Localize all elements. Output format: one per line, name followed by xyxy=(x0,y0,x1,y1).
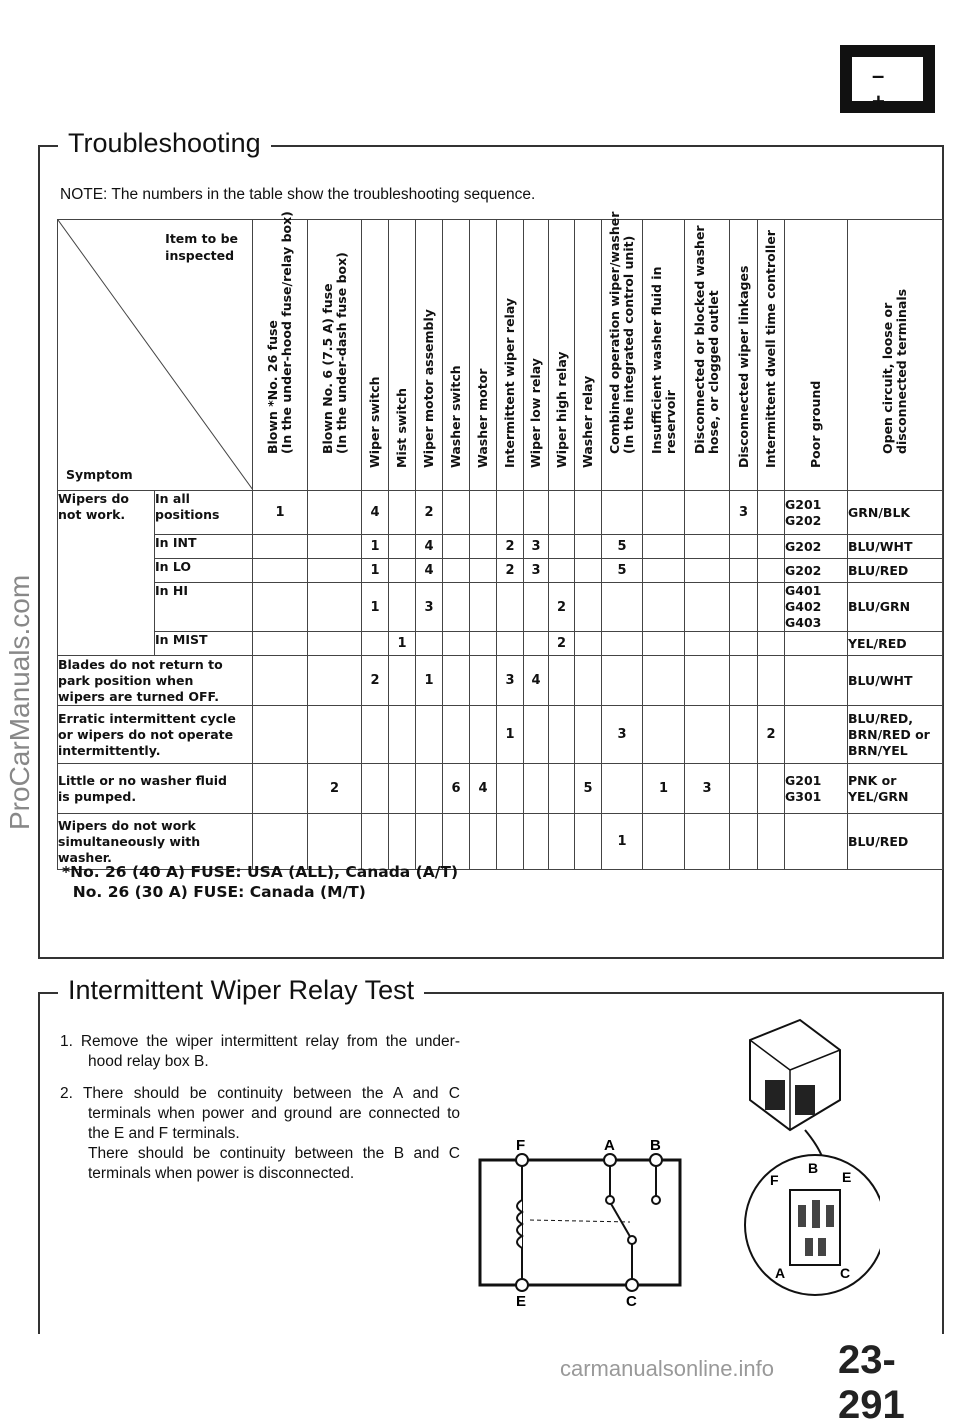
label-e: E xyxy=(516,1293,527,1310)
sequence-cell xyxy=(389,559,416,583)
sequence-cell xyxy=(685,814,730,870)
symptom-cell: Wipers do not work simultaneously with washer. xyxy=(58,814,253,870)
sequence-cell xyxy=(575,583,602,632)
sequence-cell: 3 xyxy=(524,559,549,583)
sequence-cell: 5 xyxy=(602,535,643,559)
sequence-cell xyxy=(730,583,758,632)
column-header-label: Open circuit, loose or disconnected terminals xyxy=(880,288,909,454)
sequence-cell xyxy=(575,535,602,559)
sequence-cell xyxy=(497,814,524,870)
condition-cell: In all positions xyxy=(155,491,253,535)
sequence-cell xyxy=(443,583,470,632)
sequence-cell xyxy=(443,706,470,764)
relay-illustration xyxy=(730,1010,880,1310)
sequence-cell xyxy=(730,656,758,706)
sequence-cell xyxy=(643,559,685,583)
sequence-cell xyxy=(685,706,730,764)
ground-cell: G201 G301 xyxy=(785,764,848,814)
circuit-cell: BLU/WHT xyxy=(848,656,943,706)
corner-inspected-label: Item to be inspected xyxy=(165,231,238,263)
sequence-cell xyxy=(730,559,758,583)
circuit-cell: BLU/RED xyxy=(848,814,943,870)
sequence-cell xyxy=(389,764,416,814)
sequence-cell xyxy=(643,706,685,764)
sequence-cell xyxy=(389,656,416,706)
sequence-cell xyxy=(549,535,575,559)
sequence-cell xyxy=(602,656,643,706)
sequence-cell xyxy=(643,814,685,870)
sequence-cell xyxy=(758,814,785,870)
sequence-cell: 2 xyxy=(758,706,785,764)
sequence-cell xyxy=(470,535,497,559)
terminal-b xyxy=(650,1154,662,1166)
relay-test-steps xyxy=(60,1032,460,1196)
connector-label-c: C xyxy=(840,1265,851,1281)
sequence-cell xyxy=(685,656,730,706)
column-header-label: Washer switch xyxy=(448,365,463,468)
sequence-cell xyxy=(308,656,362,706)
note-text: NOTE: The numbers in the table show the troubleshooting sequence. xyxy=(60,186,536,203)
table-corner-cell xyxy=(58,220,253,491)
coil-symbol xyxy=(517,1200,522,1248)
label-f: F xyxy=(516,1137,526,1154)
connector-label-e: E xyxy=(842,1169,852,1185)
sequence-cell xyxy=(308,559,362,583)
sequence-cell xyxy=(308,632,362,656)
sequence-cell xyxy=(470,583,497,632)
sequence-cell xyxy=(575,814,602,870)
sequence-cell xyxy=(308,491,362,535)
sequence-cell xyxy=(253,559,308,583)
sequence-cell xyxy=(643,656,685,706)
condition-cell: In HI xyxy=(155,583,253,632)
circuit-cell: BLU/GRN xyxy=(848,583,943,632)
sequence-cell xyxy=(758,583,785,632)
symptom-cell: Erratic intermittent cycle or wipers do not operate intermittently. xyxy=(58,706,253,764)
sequence-cell xyxy=(470,491,497,535)
table-row xyxy=(58,559,943,583)
table-row xyxy=(58,656,943,706)
sequence-cell xyxy=(549,656,575,706)
sequence-cell: 4 xyxy=(524,656,549,706)
column-header-label: Intermittent wiper relay xyxy=(502,297,517,468)
sequence-cell: 3 xyxy=(524,535,549,559)
sequence-cell: 3 xyxy=(730,491,758,535)
battery-terminals: – + xyxy=(872,63,899,114)
troubleshooting-table xyxy=(57,211,943,870)
sequence-cell xyxy=(253,632,308,656)
sequence-cell xyxy=(253,656,308,706)
column-header-label: Combined operation wiper/washer (In the integrated control unit) xyxy=(607,211,636,454)
sequence-cell xyxy=(416,764,443,814)
column-header-label: Washer relay xyxy=(580,375,595,468)
sequence-cell: 1 xyxy=(497,706,524,764)
column-header-label: Blown No. 6 (7.5 A) fuse (In the under-dash fuse box) xyxy=(319,252,349,454)
sequence-cell xyxy=(416,632,443,656)
table-row xyxy=(58,535,943,559)
sequence-cell xyxy=(253,583,308,632)
sequence-cell xyxy=(253,764,308,814)
terminal-c xyxy=(626,1279,638,1291)
column-header xyxy=(389,220,416,491)
sequence-cell xyxy=(730,632,758,656)
sequence-cell: 4 xyxy=(416,559,443,583)
column-header-label: Poor ground xyxy=(808,380,823,468)
column-header-label: Mist switch xyxy=(394,387,409,468)
circuit-cell: BLU/RED, BRN/RED or BRN/YEL xyxy=(848,706,943,764)
sequence-cell xyxy=(685,491,730,535)
sequence-cell: 2 xyxy=(308,764,362,814)
condition-cell: In INT xyxy=(155,535,253,559)
column-header-label: Washer motor xyxy=(475,368,490,468)
terminal-f xyxy=(516,1154,528,1166)
column-header-label: Disconnected or blocked washer hose, or clogged outlet xyxy=(692,225,721,454)
sequence-cell xyxy=(470,656,497,706)
battery-icon xyxy=(840,45,935,113)
ground-cell: G401 G402 G403 xyxy=(785,583,848,632)
sequence-cell xyxy=(643,583,685,632)
table-row xyxy=(58,632,943,656)
column-header-label: Insufficient washer fluid in reservoir xyxy=(648,266,678,454)
sequence-cell xyxy=(549,491,575,535)
sequence-cell xyxy=(443,491,470,535)
symptom-cell: Wipers do not work. xyxy=(58,491,155,656)
column-header xyxy=(848,220,943,491)
schematic-outline xyxy=(480,1160,680,1285)
sequence-cell xyxy=(524,706,549,764)
sequence-cell xyxy=(575,559,602,583)
column-header xyxy=(362,220,389,491)
table-row xyxy=(58,764,943,814)
sequence-cell xyxy=(758,491,785,535)
column-header xyxy=(470,220,497,491)
sequence-cell xyxy=(470,559,497,583)
sequence-cell: 1 xyxy=(416,656,443,706)
table-row xyxy=(58,583,943,632)
column-header xyxy=(497,220,524,491)
footer-site: carmanualsonline.info xyxy=(560,1356,775,1381)
column-header-label: Wiper motor assembly xyxy=(421,309,436,468)
label-a: A xyxy=(604,1137,615,1154)
column-header xyxy=(758,220,785,491)
sequence-cell xyxy=(524,491,549,535)
corner-symptom-label: Symptom xyxy=(66,467,133,482)
step-2-continued: There should be continuity between the B and C terminals when power is disconnected. xyxy=(88,1145,460,1182)
table-header-row xyxy=(58,220,943,491)
sequence-cell xyxy=(524,632,549,656)
sequence-cell xyxy=(362,706,389,764)
sequence-cell xyxy=(362,764,389,814)
ground-cell: G201 G202 xyxy=(785,491,848,535)
sequence-cell xyxy=(308,583,362,632)
sequence-cell: 3 xyxy=(685,764,730,814)
sequence-cell: 1 xyxy=(362,559,389,583)
sequence-cell xyxy=(362,632,389,656)
sequence-cell xyxy=(758,656,785,706)
terminal-e xyxy=(516,1279,528,1291)
ground-cell xyxy=(785,706,848,764)
switch-arm xyxy=(610,1202,632,1240)
sequence-cell xyxy=(443,559,470,583)
sequence-cell xyxy=(443,535,470,559)
sequence-cell xyxy=(575,656,602,706)
sequence-cell xyxy=(416,706,443,764)
sequence-cell: 1 xyxy=(389,632,416,656)
connector-label-a: A xyxy=(775,1265,786,1281)
sequence-cell: 2 xyxy=(549,632,575,656)
step-2: 2. There should be continuity between the A and C terminals when power and ground are connected to the E and F terminals. xyxy=(60,1085,460,1142)
sequence-cell xyxy=(758,764,785,814)
condition-cell: In LO xyxy=(155,559,253,583)
sequence-cell xyxy=(685,632,730,656)
column-header-label: Disconnected wiper linkages xyxy=(735,265,751,468)
sequence-cell xyxy=(497,491,524,535)
column-header xyxy=(602,211,643,491)
relay-schematic xyxy=(470,1130,690,1310)
relay-test-title: Intermittent Wiper Relay Test xyxy=(58,975,424,1006)
circuit-cell: BLU/RED xyxy=(848,559,943,583)
sequence-cell xyxy=(443,632,470,656)
sequence-cell xyxy=(389,491,416,535)
sequence-cell xyxy=(308,706,362,764)
sequence-cell: 1 xyxy=(362,535,389,559)
sequence-cell: 2 xyxy=(362,656,389,706)
sequence-cell xyxy=(685,559,730,583)
circuit-cell: PNK or YEL/GRN xyxy=(848,764,943,814)
column-header xyxy=(549,220,575,491)
sequence-cell: 1 xyxy=(602,814,643,870)
sequence-cell xyxy=(730,706,758,764)
sequence-cell xyxy=(758,559,785,583)
ground-cell: G202 xyxy=(785,559,848,583)
sequence-cell: 3 xyxy=(416,583,443,632)
column-header xyxy=(253,211,308,491)
symptom-cell: Little or no washer fluid is pumped. xyxy=(58,764,253,814)
sequence-cell: 6 xyxy=(443,764,470,814)
sequence-cell xyxy=(758,632,785,656)
sequence-cell xyxy=(549,764,575,814)
sequence-cell: 5 xyxy=(575,764,602,814)
ground-cell xyxy=(785,632,848,656)
sequence-cell xyxy=(730,764,758,814)
sequence-cell xyxy=(685,535,730,559)
sequence-cell: 1 xyxy=(643,764,685,814)
column-header xyxy=(416,220,443,491)
ground-cell: G202 xyxy=(785,535,848,559)
sequence-cell xyxy=(575,491,602,535)
table-row xyxy=(58,491,943,535)
sequence-cell: 1 xyxy=(362,583,389,632)
sequence-cell: 2 xyxy=(497,559,524,583)
label-b: B xyxy=(650,1137,661,1154)
sequence-cell xyxy=(602,764,643,814)
sequence-cell xyxy=(602,583,643,632)
connector-label-b: B xyxy=(808,1160,819,1176)
column-header xyxy=(730,220,758,491)
ground-cell xyxy=(785,814,848,870)
sequence-cell: 1 xyxy=(253,491,308,535)
page-number: 23-291 xyxy=(838,1338,905,1427)
sequence-cell xyxy=(549,706,575,764)
sequence-cell: 4 xyxy=(470,764,497,814)
sequence-cell xyxy=(253,706,308,764)
sequence-cell xyxy=(549,814,575,870)
column-header xyxy=(685,220,730,491)
sequence-cell xyxy=(389,706,416,764)
circuit-cell: BLU/WHT xyxy=(848,535,943,559)
connector-label-f: F xyxy=(770,1172,779,1188)
sequence-cell: 2 xyxy=(497,535,524,559)
sequence-cell: 2 xyxy=(416,491,443,535)
sequence-cell xyxy=(443,656,470,706)
sequence-cell xyxy=(575,706,602,764)
ground-cell xyxy=(785,656,848,706)
circuit-cell: GRN/BLK xyxy=(848,491,943,535)
sequence-cell xyxy=(389,583,416,632)
troubleshooting-title: Troubleshooting xyxy=(58,128,271,159)
sequence-cell xyxy=(602,491,643,535)
sequence-cell xyxy=(470,632,497,656)
sequence-cell xyxy=(497,764,524,814)
sequence-cell xyxy=(549,559,575,583)
label-c: C xyxy=(626,1293,637,1310)
sequence-cell xyxy=(389,535,416,559)
sequence-cell: 3 xyxy=(497,656,524,706)
column-header xyxy=(443,220,470,491)
fuse-footnote: *No. 26 (40 A) FUSE: USA (ALL), Canada (A/T) No. 26 (30 A) FUSE: Canada (M/T) xyxy=(62,863,459,901)
step-1: 1. Remove the wiper intermittent relay from the under-hood relay box B. xyxy=(60,1033,460,1070)
sequence-cell xyxy=(308,535,362,559)
sequence-cell: 3 xyxy=(602,706,643,764)
column-header-label: Intermittent dwell time controller xyxy=(763,230,778,468)
column-header xyxy=(524,220,549,491)
column-header-label: Wiper low relay xyxy=(528,358,543,468)
column-header xyxy=(643,220,685,491)
sequence-cell xyxy=(497,632,524,656)
sequence-cell xyxy=(643,632,685,656)
sequence-cell: 5 xyxy=(602,559,643,583)
sequence-cell xyxy=(685,583,730,632)
column-header-label: Wiper switch xyxy=(367,376,382,468)
sequence-cell xyxy=(575,632,602,656)
sequence-cell xyxy=(643,535,685,559)
sequence-cell xyxy=(602,632,643,656)
sequence-cell xyxy=(730,814,758,870)
sequence-cell xyxy=(470,814,497,870)
column-header xyxy=(308,220,362,491)
sequence-cell xyxy=(524,814,549,870)
table-row xyxy=(58,706,943,764)
condition-cell: In MIST xyxy=(155,632,253,656)
circuit-cell: YEL/RED xyxy=(848,632,943,656)
sequence-cell xyxy=(524,764,549,814)
column-header-label: Wiper high relay xyxy=(553,351,569,468)
sequence-cell xyxy=(253,535,308,559)
sequence-cell xyxy=(758,535,785,559)
sequence-cell: 2 xyxy=(549,583,575,632)
column-header-label: Blown *No. 26 fuse (In the under-hood fuse/relay box) xyxy=(265,211,294,454)
sequence-cell: 4 xyxy=(416,535,443,559)
column-header xyxy=(575,220,602,491)
column-header xyxy=(785,220,848,491)
relay-pins xyxy=(765,1080,785,1110)
sequence-cell xyxy=(524,583,549,632)
sequence-cell xyxy=(497,583,524,632)
sequence-cell xyxy=(470,706,497,764)
sequence-cell: 4 xyxy=(362,491,389,535)
side-watermark: ProCarManuals.com xyxy=(4,574,35,830)
symptom-cell: Blades do not return to park position when wipers are turned OFF. xyxy=(58,656,253,706)
sequence-cell xyxy=(643,491,685,535)
sequence-cell xyxy=(730,535,758,559)
terminal-a xyxy=(604,1154,616,1166)
coil-link xyxy=(530,1220,630,1222)
